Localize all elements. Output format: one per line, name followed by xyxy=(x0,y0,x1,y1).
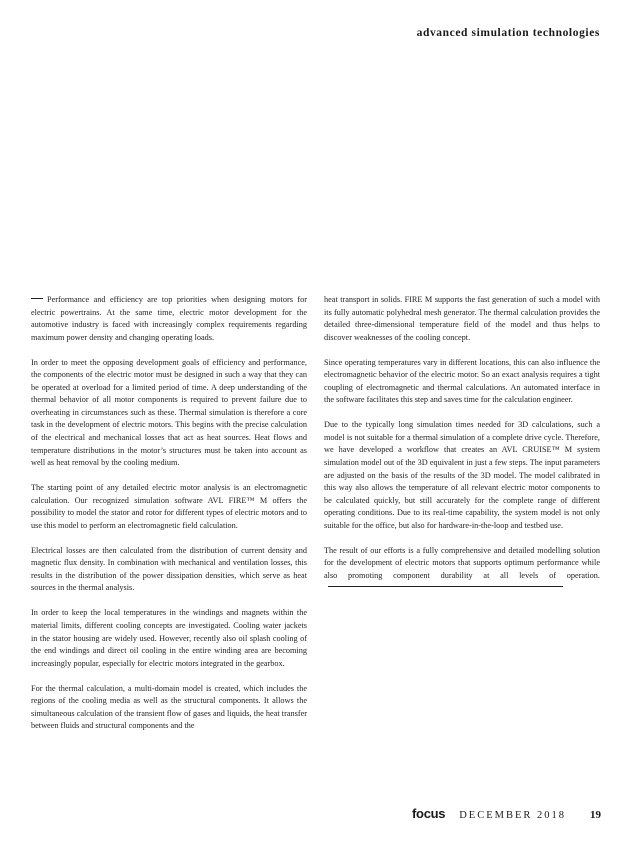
article-paragraph: The starting point of any detailed electric motor analysis is an electromagnetic calculation. Our recognized simulation software AVL FIRE™ M offers the possibility to model the stator and rotor for different types of electric motors and to use this model to perform an electromagnetic field calculation. xyxy=(31,483,307,530)
article-paragraph: heat transport in solids. FIRE M supports the fast generation of such a model with its fully automatic polyhedral mesh generator. The thermal calculation provides the detailed three-dimensional temperature field of the model and thus helps to discover weaknesses of the cooling concept. xyxy=(324,295,600,342)
article-column-right xyxy=(324,294,600,607)
section-header: advanced simulation technologies xyxy=(416,27,600,39)
page-footer xyxy=(412,806,601,821)
article-paragraph: Electrical losses are then calculated from the distribution of current density and magnetic flux density. In combination with mechanical and ventilation losses, this results in the distribution of the power dissipation densities, which serve as heat sources in the thermal analysis. xyxy=(31,545,307,593)
article-paragraph xyxy=(31,294,307,344)
article-paragraph: For the thermal calculation, a multi-domain model is created, which includes the regions of the cooling media as well as the structural components. It allows the simultaneous calculation of the transient flow of gases and liquids, the heat transfer between fluids and structural components and the xyxy=(31,683,307,731)
paragraph-text: Performance and efficiency are top priorities when designing motors for electric powertrains. At the same time, electric motor development for the automotive industry is faced with increasingly complex requirements regarding maximum power density and changing operating loads. xyxy=(31,295,307,342)
article-paragraph xyxy=(324,545,600,595)
issue-date: DECEMBER 2018 xyxy=(459,810,566,821)
article-paragraph: In order to meet the opposing development goals of efficiency and performance, the components of the electric motor must be designed in such a way that they can be operated at overload for a limited period of time. A deep understanding of the thermal behavior of all motor components is required to prevent failure due to overheating in circumstances such as these. Thermal simulation is therefore a core task in the development of electric motors. This begins with the precise calculation of the electrical and mechanical losses that act as heat sources. Heat flows and temperature distributions in the motor’s structures must be taken into account as well as heat removal by the cooling medium. xyxy=(31,357,307,468)
article-column-left xyxy=(31,294,307,745)
magazine-logo: focus xyxy=(412,806,446,821)
article-paragraph: Due to the typically long simulation times needed for 3D calculations, such a model is not suitable for a thermal simulation of a complete drive cycle. Therefore, we have developed a workflow that creates an AVL CRUISE™ M system simulation model out of the 3D equivalent in just a few steps. The input parameters are adjusted on the basis of the results of the 3D model. The model calibrated in this way also allows the temperature of all relevant electric motor components to be calculated quickly, but still accurately for the complete range of different operating conditions. Due to its real-time capability, the system model is not only suitable for the office, but also for hardware-in-the-loop and testbed use. xyxy=(324,420,600,530)
paragraph-text: The result of our efforts is a fully comprehensive and detailed modelling solution for the development of electric motors that supports optimum performance while also promoting component durability at all levels of operation. xyxy=(324,545,600,580)
page-number: 19 xyxy=(590,809,601,821)
end-rule xyxy=(328,586,563,587)
article-paragraph: In order to keep the local temperatures in the windings and magnets within the material limits, different cooling concepts are investigated. Cooling water jackets in the stator housing are widely used. However, recently also oil splash cooling of the end windings and direct oil cooling in the entire winding area are becoming increasingly popular, especially for electric motors integrated in the gearbox. xyxy=(31,608,307,668)
article-paragraph: Since operating temperatures vary in different locations, this can also influence the electromagnetic behavior of the electric motor. So an exact analysis requires a tight coupling of electromagnetic and thermal calculations. An automated interface in the software facilitates this step and saves time for the calculation engineer. xyxy=(324,357,600,405)
lead-dash xyxy=(31,298,43,299)
